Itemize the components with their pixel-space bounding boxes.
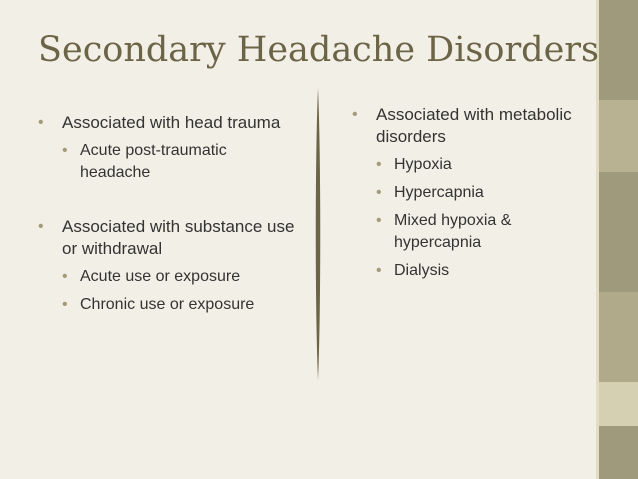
sub-bullet-text: Hypercapnia xyxy=(394,184,484,201)
bullet-glyph: • xyxy=(352,106,358,123)
bullet-metabolic xyxy=(352,104,592,148)
right-column xyxy=(352,104,592,288)
bullet-head-trauma xyxy=(38,112,300,134)
bullet-glyph: • xyxy=(38,218,44,235)
slide-title: Secondary Headache Disorders xyxy=(38,30,599,70)
column-divider xyxy=(308,88,328,380)
strip-block-2 xyxy=(596,100,638,172)
left-column xyxy=(38,112,300,322)
bullet-glyph: • xyxy=(62,142,68,159)
bullet-text: Associated with substance use or withdrawal xyxy=(62,217,295,258)
sub-bullet-text: Hypoxia xyxy=(394,156,452,173)
sub-bullet-acute-use xyxy=(62,266,300,288)
bullet-text: Associated with metabolic disorders xyxy=(376,105,572,146)
strip-block-3 xyxy=(596,172,638,292)
sub-bullet-text: Chronic use or exposure xyxy=(80,296,255,313)
strip-block-bottom xyxy=(596,426,638,479)
spacer xyxy=(38,190,300,216)
sub-bullet-acute-post-traumatic xyxy=(62,140,300,184)
sub-bullet-text: Acute post-traumatic headache xyxy=(80,142,227,181)
strip-block-top xyxy=(596,0,638,100)
bullet-text: Associated with head trauma xyxy=(62,113,281,132)
bullet-substance-use xyxy=(38,216,300,260)
sub-bullet-text: Acute use or exposure xyxy=(80,268,241,285)
sub-bullet-hypercapnia xyxy=(376,182,592,204)
sub-bullet-text: Dialysis xyxy=(394,262,450,279)
bullet-glyph: • xyxy=(376,262,382,279)
sub-bullet-text: Mixed hypoxia & hypercapnia xyxy=(394,212,512,251)
sub-bullet-dialysis xyxy=(376,260,592,282)
bullet-glyph: • xyxy=(376,156,382,173)
strip-block-5 xyxy=(596,382,638,426)
bullet-glyph: • xyxy=(38,114,44,131)
sub-bullet-hypoxia xyxy=(376,154,592,176)
strip-edge xyxy=(596,0,599,479)
sub-bullet-chronic-use xyxy=(62,294,300,316)
sub-bullet-mixed xyxy=(376,210,592,254)
decorative-side-strip xyxy=(596,0,638,479)
bullet-glyph: • xyxy=(62,268,68,285)
strip-block-4 xyxy=(596,292,638,382)
bullet-glyph: • xyxy=(376,184,382,201)
bullet-glyph: • xyxy=(62,296,68,313)
bullet-glyph: • xyxy=(376,212,382,229)
